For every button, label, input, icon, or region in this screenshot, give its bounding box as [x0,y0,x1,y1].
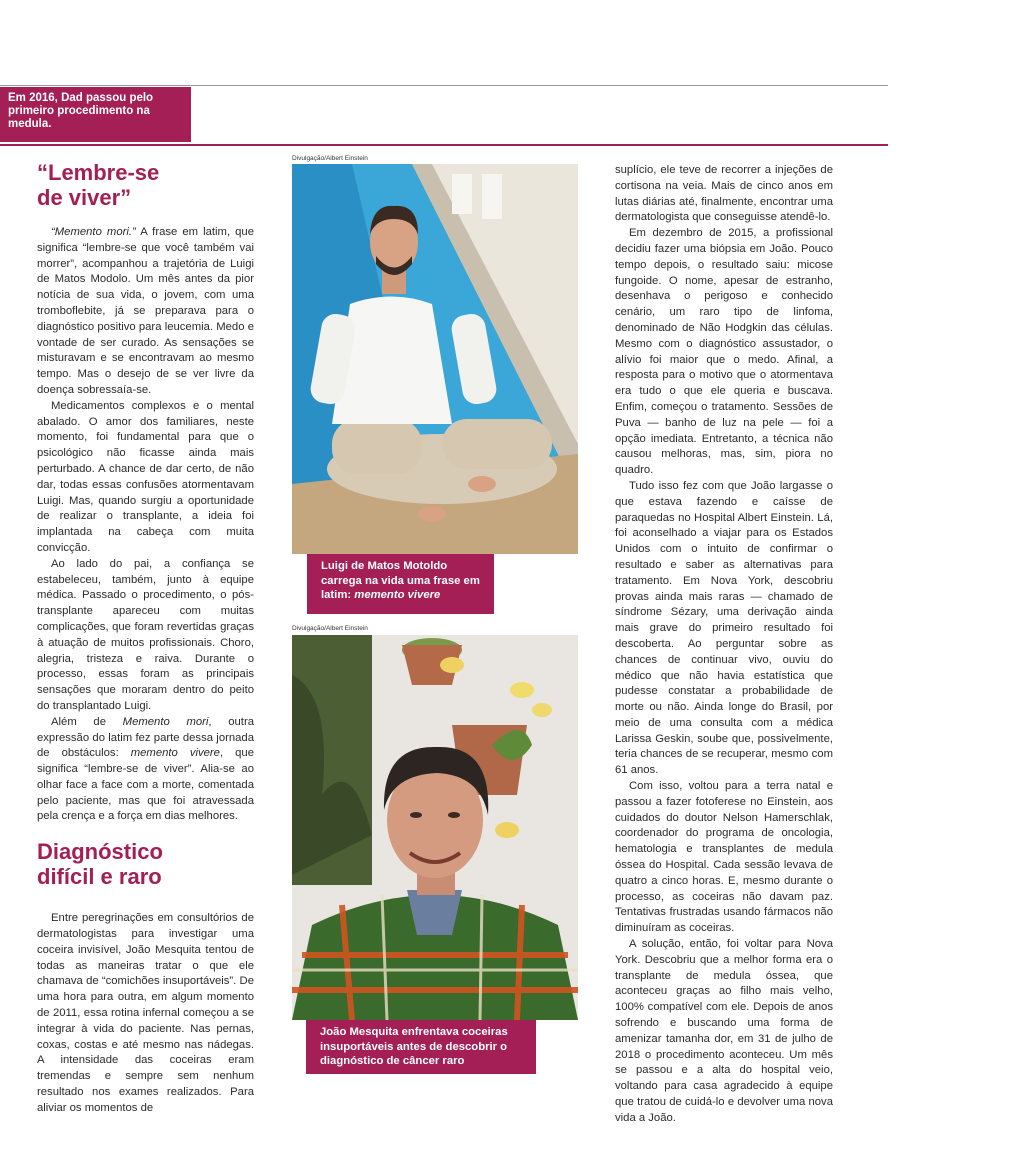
latin-phrase: Memento mori [122,715,209,728]
latin-phrase: memento vivere [354,589,441,601]
paragraph [37,715,254,826]
paragraph: Em dezembro de 2015, a profissional decidiu fazer uma biópsia em João. Pouco tempo depois, o resultado saiu: micose fungoide. O nome, apesar de estranho, desenhava o perigoso e conhecido cenário, um raro tipo de linfoma, denominado de Não Hodgkin das células. Mesmo com o diagnóstico assustador, o alívio foi maior que o medo. Afinal, a resposta para o motivo que o atormentava era tudo o que ele queria e buscava. Enfim, começou o tratamento. Sessões de Puva — banho de luz na pele — foi a opção imediata. Entretanto, a técnica não causou melhoras, mas, sim, piora no quadro. [615,227,833,477]
paragraph-text: Além de [51,715,123,728]
paragraph: Tudo isso fez com que João largasse o que estava fazendo e caísse de paraquedas no Hospital Albert Einstein. Lá, foi aconselhado a viajar para os Estados Unidos com o intuito de confirmar o resultado e saber as alternativas para tratamento. Em Nova York, descobriu provas ainda mais raras — chamado de síndrome Sézary, uma derivação ainda mais grave do primeiro resultado foi descoberta. Ao perguntar sobre as chances de continuar vivo, ouviu do médico que não havia estatística que pudesse constatar a probabilidade de morte ou não. Ainda longe do Brasil, por meio de uma consulta com a médica Larissa Geskin, soube que, possivelmente, teria chances de se recuperar, mesmo com 61 anos. [615,479,833,777]
paragraph: suplício, ele teve de recorrer a injeções de cortisona na veia. Mais de cinco anos em lutas diárias até, finalmente, encontrar uma dermatologista que conseguisse atendê-lo. [615,164,833,224]
section-heading-lembre [37,160,254,210]
paragraph-text: , outra expressão do latim fez parte dessa jornada de obstáculos: [37,715,254,760]
paragraph: Entre peregrinações em consultórios de dermatologistas para investigar uma coceira invisível, João Mesquita tentou de todas as maneiras tratar o que ele chamava de “comichões insuportáveis”. De uma hora para outra, em algum momento de 2011, essa rotina infernal começou a se integrar à vida do paciente. Nas pernas, coxas, costas e até mesmo nas nádegas. A intensidade das coceiras eram tremendas e sempre sem nenhum resultado nos exames realizados. Para aliviar os momentos de [37,912,254,1114]
photo-credit: Divulgação/Albert Einstein [292,155,368,162]
photo-credit: Divulgação/Albert Einstein [292,625,368,632]
latin-phrase: memento vivere [130,747,220,760]
caption-text: Luigi de Matos Motoldo carrega na vida uma frase em latim: [321,560,480,601]
paragraph: A solução, então, foi voltar para Nova York. Descobriu que a melhor forma era o transplante de medula óssea, que aconteceu graças ao filho mais velho, 100% compatível com ele. Depois de anos sofrendo e buscando uma forma de amenizar tamanha dor, em 31 de julho de 2018 o procedimento aconteceu. Um mês se passou e a alta do hospital veio, voltando para casa agradecido à equipe que tratou de cuidá-lo e devolver uma nova vida a João. [615,938,833,1124]
paragraph [37,225,254,399]
section-heading-diagnostico [37,839,254,889]
text-column-right [615,163,833,1127]
text-column-left [37,160,254,1117]
paragraph: Medicamentos complexos e o mental abalado. O amor dos familiares, neste momento, foi fundamental para que o psicológico não ficasse ainda mais perturbado. A chance de dar certo, de não dar, todas essas confusões atormentavam Luigi. Mas, quando surgiu a oportunidade de realizar o transplante, a ideia foi implantada na cabeça com muita convicção. [37,399,254,554]
heading-line: difícil e raro [37,864,162,890]
photo-caption-joao: João Mesquita enfrentava coceiras insuportáveis antes de descobrir o diagnóstico de câncer raro [306,1020,536,1074]
heading-line: de viver” [37,185,132,210]
latin-phrase: “Memento mori.” [51,226,136,238]
top-rule [0,85,888,86]
photo-joao [292,635,578,1020]
paragraph-text: , que significa “lembre-se de viver”. Alia-se ao olhar face a face com a morte, comentada pelo paciente, mas que foi atravessada pela crença e a força em dias melhores. [37,747,254,823]
joao-portrait-illustration [292,635,578,1020]
accent-rule [0,144,888,146]
paragraph: Com isso, voltou para a terra natal e passou a fazer fotoferese no Einstein, aos cuidados do doutor Nelson Hamerschlak, coordenador do programa de oncologia, hematologia e transplantes de medula óssea do Hospital. Cada sessão levava de quatro a cinco horas. E, mesmo durante o processo, as coceiras não davam paz. Tentativas frustradas usando fármacos não diminuíram as coceiras. [615,780,833,935]
highlight-callout [0,87,191,142]
heading-line: Diagnóstico [37,839,163,865]
photo-luigi [292,164,578,554]
callout-text: Em 2016, Dad passou pelo primeiro procedimento na medula. [8,92,154,130]
luigi-pool-illustration [292,164,578,554]
paragraph-text: A frase em latim, que significa “lembre-se que você também vai morrer”, acompanhou a trajetória de Luigi de Matos Modolo. Um mês antes da pior notícia de sua vida, o jovem, com uma tromboflebite, já se preparava para o diagnóstico positivo para leucemia. Medo e vontade de ser curado. As sensações se misturavam e se encontravam ao mesmo tempo. Mas o desejo de se ver livre da doença sobressaía-se. [37,226,254,396]
heading-line: “Lembre-se [37,160,160,185]
photo-caption-luigi [307,554,494,614]
paragraph: Ao lado do pai, a confiança se estabeleceu, também, junto à equipe médica. Passado o procedimento, o pós-transplante apareceu com muitas complicações, que foram revertidas graças à atuação de muitos profissionais. Choro, alegria, tristeza e raiva. Durante o processo, essas foram as principais sensações que moraram dentro do peito do transplantado Luigi. [37,557,254,712]
